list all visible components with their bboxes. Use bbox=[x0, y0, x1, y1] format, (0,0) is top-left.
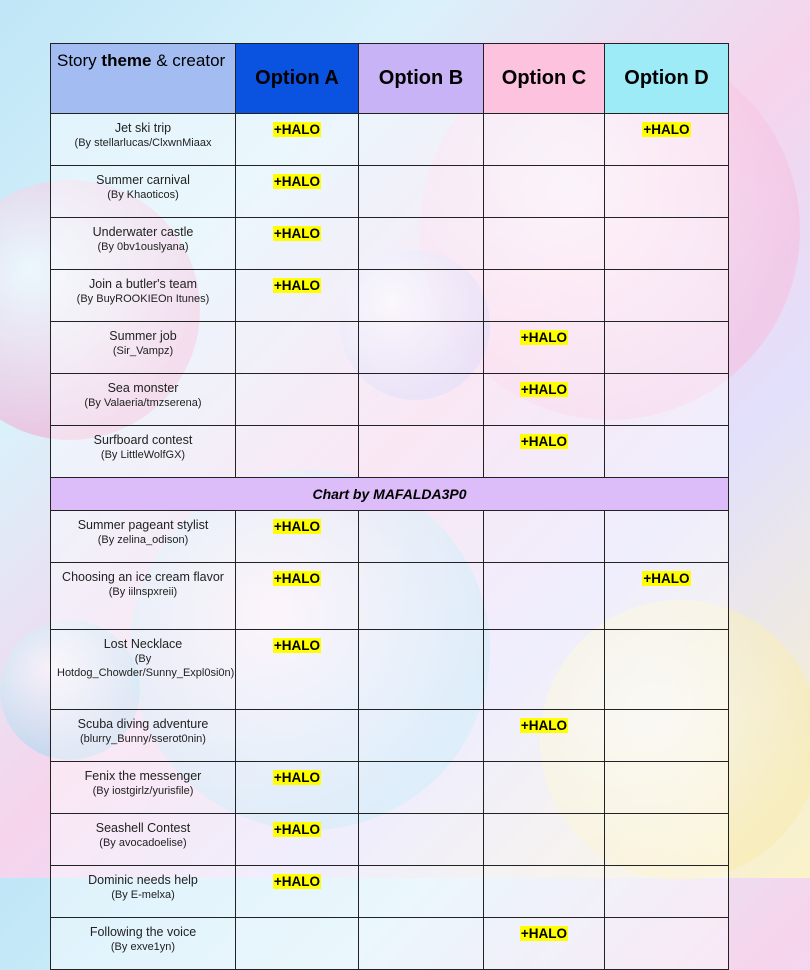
option-b-header: Option B bbox=[359, 44, 484, 114]
option-cell bbox=[236, 866, 359, 918]
option-cell bbox=[484, 762, 605, 814]
table-row bbox=[51, 270, 729, 322]
option-cell bbox=[484, 814, 605, 866]
option-cell bbox=[605, 218, 729, 270]
story-creator: (By 0bv1ouslyana) bbox=[97, 241, 189, 253]
option-a-header: Option A bbox=[236, 44, 359, 114]
story-cell bbox=[51, 166, 236, 218]
story-creator: (By Khaoticos) bbox=[107, 189, 179, 201]
option-cell bbox=[236, 270, 359, 322]
story-cell bbox=[51, 218, 236, 270]
halo-mark: +HALO bbox=[520, 330, 568, 345]
halo-mark: +HALO bbox=[273, 874, 321, 889]
option-cell bbox=[484, 114, 605, 166]
header-row bbox=[51, 44, 729, 114]
story-cell bbox=[51, 426, 236, 478]
option-cell bbox=[236, 374, 359, 426]
story-cell bbox=[51, 710, 236, 762]
option-cell bbox=[236, 762, 359, 814]
option-cell bbox=[605, 511, 729, 563]
option-cell bbox=[484, 322, 605, 374]
story-cell bbox=[51, 511, 236, 563]
option-cell bbox=[605, 322, 729, 374]
story-creator: (By avocadoelise) bbox=[99, 837, 187, 849]
option-cell bbox=[236, 710, 359, 762]
story-title: Following the voice bbox=[89, 925, 197, 939]
story-creator: (By LittleWolfGX) bbox=[100, 449, 186, 461]
table-row bbox=[51, 866, 729, 918]
option-cell bbox=[359, 563, 484, 630]
option-cell bbox=[359, 511, 484, 563]
option-cell bbox=[484, 426, 605, 478]
halo-mark: +HALO bbox=[520, 382, 568, 397]
option-cell bbox=[236, 322, 359, 374]
option-cell bbox=[359, 166, 484, 218]
story-theme-header: Story theme & creator bbox=[51, 44, 236, 114]
story-title: Fenix the messenger bbox=[84, 769, 202, 783]
halo-mark: +HALO bbox=[273, 122, 321, 137]
story-creator: (Sir_Vampz) bbox=[112, 345, 174, 357]
halo-mark: +HALO bbox=[273, 571, 321, 586]
table-row bbox=[51, 218, 729, 270]
table-row bbox=[51, 563, 729, 630]
story-title: Dominic needs help bbox=[88, 873, 198, 887]
story-title: Join a butler's team bbox=[89, 277, 197, 291]
option-cell bbox=[359, 814, 484, 866]
option-cell bbox=[359, 762, 484, 814]
option-cell bbox=[359, 426, 484, 478]
separator-row bbox=[51, 478, 729, 511]
story-creator: (By Valaeria/tmzserena) bbox=[84, 397, 202, 409]
story-title: Jet ski trip bbox=[114, 121, 172, 135]
option-cell bbox=[359, 374, 484, 426]
halo-mark: +HALO bbox=[520, 718, 568, 733]
story-options-chart bbox=[50, 43, 729, 970]
chart-credit: Chart by MAFALDA3P0 bbox=[51, 478, 729, 511]
halo-mark: +HALO bbox=[520, 434, 568, 449]
story-cell bbox=[51, 866, 236, 918]
story-creator: (By exve1yn) bbox=[110, 941, 176, 953]
option-cell bbox=[605, 866, 729, 918]
story-cell bbox=[51, 270, 236, 322]
table-row bbox=[51, 918, 729, 970]
table-row bbox=[51, 374, 729, 426]
story-title: Surfboard contest bbox=[93, 433, 193, 447]
halo-mark: +HALO bbox=[273, 174, 321, 189]
option-cell bbox=[484, 918, 605, 970]
halo-mark: +HALO bbox=[273, 278, 321, 293]
option-cell bbox=[359, 218, 484, 270]
story-title: Summer job bbox=[109, 329, 177, 343]
story-creator: (By iostgirlz/yurisfile) bbox=[92, 785, 194, 797]
table-row bbox=[51, 814, 729, 866]
story-title: Lost Necklace bbox=[103, 637, 183, 651]
story-cell bbox=[51, 814, 236, 866]
story-cell bbox=[51, 762, 236, 814]
option-cell bbox=[359, 114, 484, 166]
option-cell bbox=[484, 866, 605, 918]
option-cell bbox=[236, 511, 359, 563]
option-cell bbox=[236, 166, 359, 218]
option-cell bbox=[484, 563, 605, 630]
halo-mark: +HALO bbox=[273, 638, 321, 653]
halo-mark: +HALO bbox=[273, 822, 321, 837]
option-cell bbox=[359, 866, 484, 918]
story-title: Choosing an ice cream flavor bbox=[62, 570, 224, 584]
story-cell bbox=[51, 114, 236, 166]
option-d-header: Option D bbox=[605, 44, 729, 114]
story-cell bbox=[51, 322, 236, 374]
halo-mark: +HALO bbox=[643, 122, 690, 137]
option-cell bbox=[605, 814, 729, 866]
halo-mark: +HALO bbox=[273, 519, 321, 534]
option-cell bbox=[484, 166, 605, 218]
option-cell bbox=[236, 114, 359, 166]
halo-mark: +HALO bbox=[273, 770, 321, 785]
option-cell bbox=[605, 918, 729, 970]
option-cell bbox=[484, 218, 605, 270]
option-cell bbox=[236, 218, 359, 270]
story-cell bbox=[51, 563, 236, 630]
table-row bbox=[51, 511, 729, 563]
halo-mark: +HALO bbox=[643, 571, 690, 586]
story-title: Summer carnival bbox=[96, 173, 190, 187]
table-row bbox=[51, 166, 729, 218]
table-row bbox=[51, 762, 729, 814]
story-cell bbox=[51, 630, 236, 710]
table-row bbox=[51, 426, 729, 478]
story-creator: (By Hotdog_Chowder/Sunny_Expl0si0n) bbox=[57, 653, 235, 679]
story-title: Sea monster bbox=[107, 381, 179, 395]
option-cell bbox=[605, 426, 729, 478]
option-cell bbox=[236, 630, 359, 710]
story-creator: (blurry_Bunny/sserot0nin) bbox=[80, 733, 206, 745]
story-cell bbox=[51, 374, 236, 426]
option-cell bbox=[236, 426, 359, 478]
table-row bbox=[51, 710, 729, 762]
option-cell bbox=[605, 270, 729, 322]
halo-mark: +HALO bbox=[273, 226, 321, 241]
option-cell bbox=[484, 710, 605, 762]
story-creator: (By stellarlucas/ClxwnMiaax bbox=[74, 137, 212, 149]
option-cell bbox=[236, 563, 359, 630]
option-cell bbox=[605, 114, 729, 166]
story-title: Summer pageant stylist bbox=[77, 518, 209, 532]
option-cell bbox=[605, 374, 729, 426]
option-cell bbox=[605, 762, 729, 814]
option-cell bbox=[236, 814, 359, 866]
option-cell bbox=[605, 166, 729, 218]
halo-mark: +HALO bbox=[520, 926, 568, 941]
story-title: Underwater castle bbox=[92, 225, 194, 239]
table-row bbox=[51, 630, 729, 710]
option-cell bbox=[359, 918, 484, 970]
option-cell bbox=[605, 563, 729, 630]
story-creator: (By iilnspxreii) bbox=[108, 586, 178, 598]
option-cell bbox=[605, 630, 729, 710]
table-row bbox=[51, 114, 729, 166]
option-cell bbox=[359, 630, 484, 710]
option-cell bbox=[605, 710, 729, 762]
story-creator: (By zelina_odison) bbox=[97, 534, 189, 546]
option-cell bbox=[359, 322, 484, 374]
option-c-header: Option C bbox=[484, 44, 605, 114]
story-title: Scuba diving adventure bbox=[77, 717, 209, 731]
table-row bbox=[51, 322, 729, 374]
option-cell bbox=[359, 710, 484, 762]
story-creator: (By BuyROOKIEOn Itunes) bbox=[76, 293, 210, 305]
option-cell bbox=[359, 270, 484, 322]
story-title: Seashell Contest bbox=[95, 821, 191, 835]
story-cell bbox=[51, 918, 236, 970]
option-cell bbox=[484, 374, 605, 426]
option-cell bbox=[484, 630, 605, 710]
option-cell bbox=[484, 270, 605, 322]
option-cell bbox=[484, 511, 605, 563]
story-creator: (By E-melxa) bbox=[111, 889, 175, 901]
option-cell bbox=[236, 918, 359, 970]
